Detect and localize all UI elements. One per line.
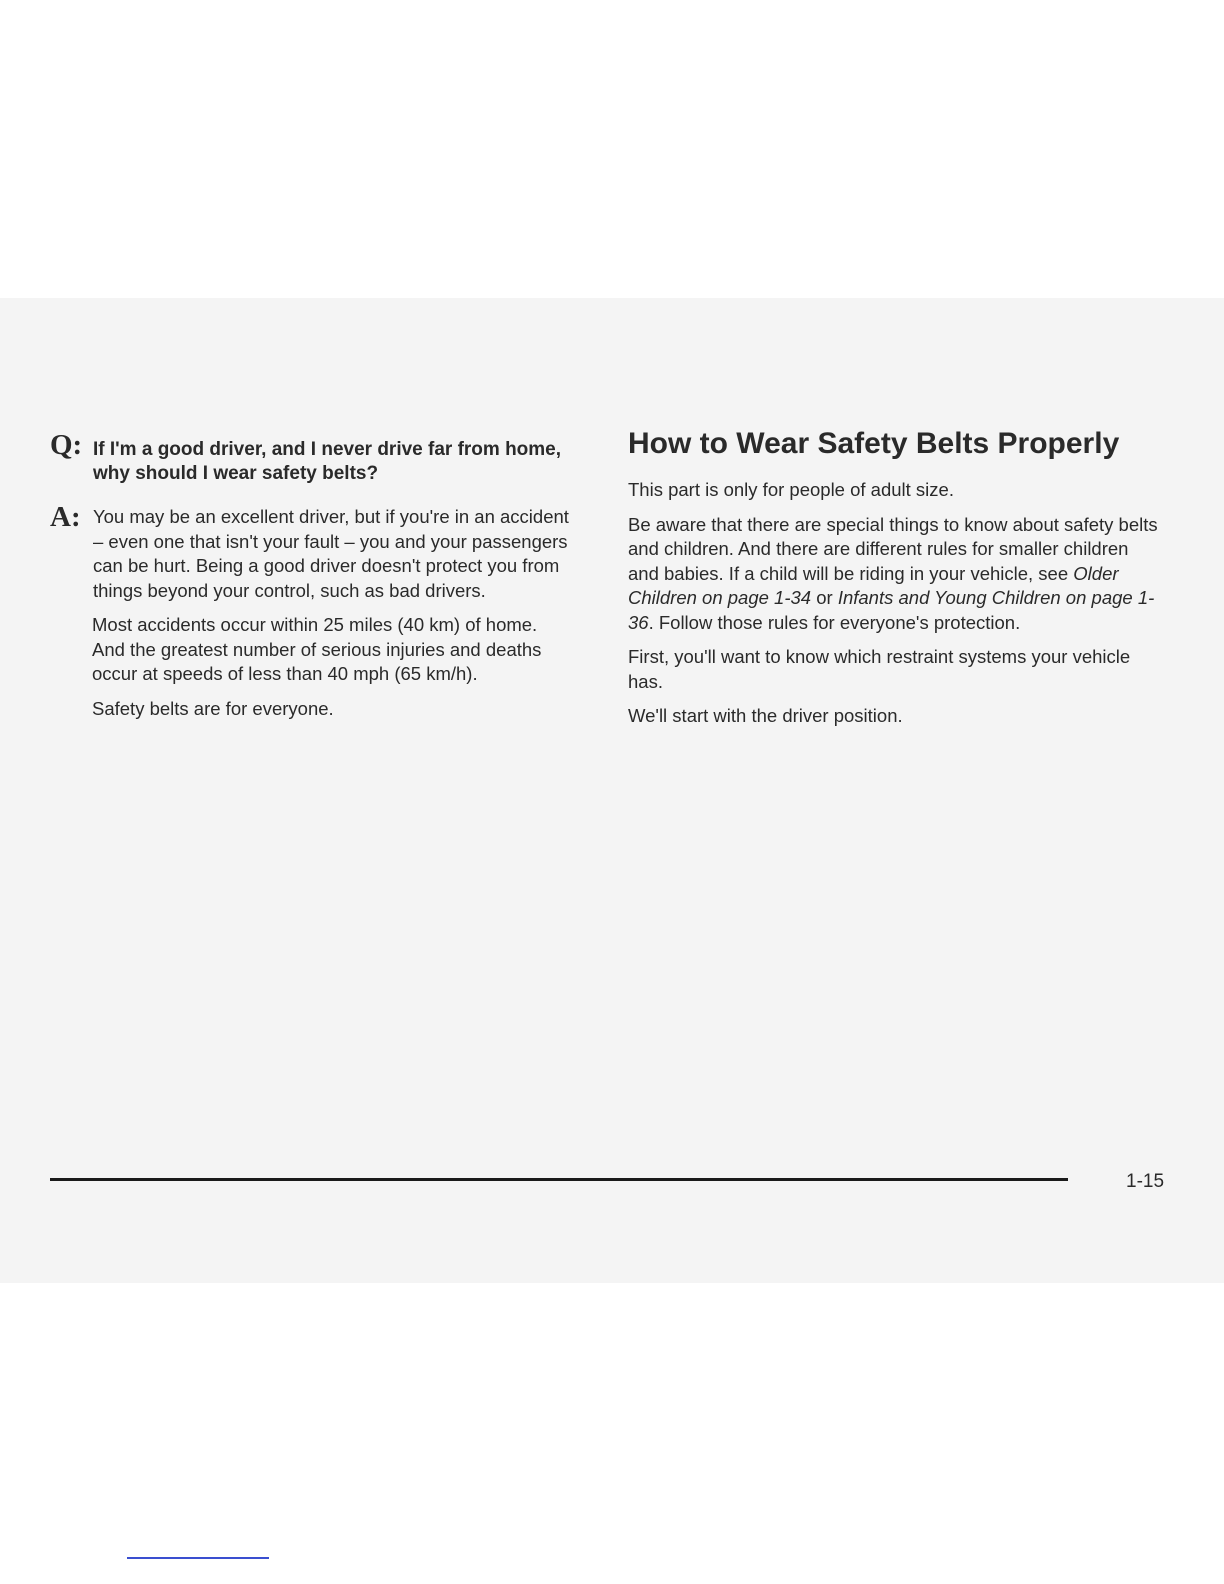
question-block xyxy=(50,430,580,486)
question-text: If I'm a good driver, and I never drive far from home, why should I wear safety belts? xyxy=(93,439,562,484)
section-paragraph xyxy=(628,513,1158,636)
question-marker: Q: xyxy=(50,429,83,461)
section-paragraph: First, you'll want to know which restraint systems your vehicle has. xyxy=(628,646,1131,692)
section-paragraph: We'll start with the driver position. xyxy=(628,705,903,726)
footer-rule xyxy=(50,1178,1068,1181)
answer-marker: A: xyxy=(50,501,81,533)
section-paragraph: This part is only for people of adult size. xyxy=(628,479,954,500)
section-heading: How to Wear Safety Belts Properly xyxy=(628,427,1120,460)
answer-block xyxy=(50,500,580,603)
paragraph-text: Be aware that there are special things to know about safety belts and children. And there are different rules for smaller children and babies. If a child will be riding in your vehicle, see xyxy=(628,513,1158,584)
page-number: 1-15 xyxy=(1126,1171,1165,1192)
answer-paragraph: Most accidents occur within 25 miles (40 km) of home. And the greatest number of serious injuries and deaths occur at speeds of less than 40 mph (65 km/h). xyxy=(92,614,542,684)
section-column xyxy=(628,425,1168,729)
paragraph-text: or xyxy=(811,587,838,608)
reference-older-children[interactable]: Older Children on page 1-34 xyxy=(628,562,1119,608)
reference-infants-young-children[interactable]: Infants and Young Children on page 1-36 xyxy=(628,587,1155,633)
answer-paragraph: You may be an excellent driver, but if you're in an accident – even one that isn't your fault – you and your passengers can be hurt. Being a good driver doesn't protect you from things beyond your control, such as bad drivers. xyxy=(93,506,569,601)
paragraph-text: . Follow those rules for everyone's protection. xyxy=(648,611,1021,633)
answer-paragraph: Safety belts are for everyone. xyxy=(92,697,334,719)
qa-column xyxy=(50,430,580,721)
bottom-divider xyxy=(127,1557,269,1559)
